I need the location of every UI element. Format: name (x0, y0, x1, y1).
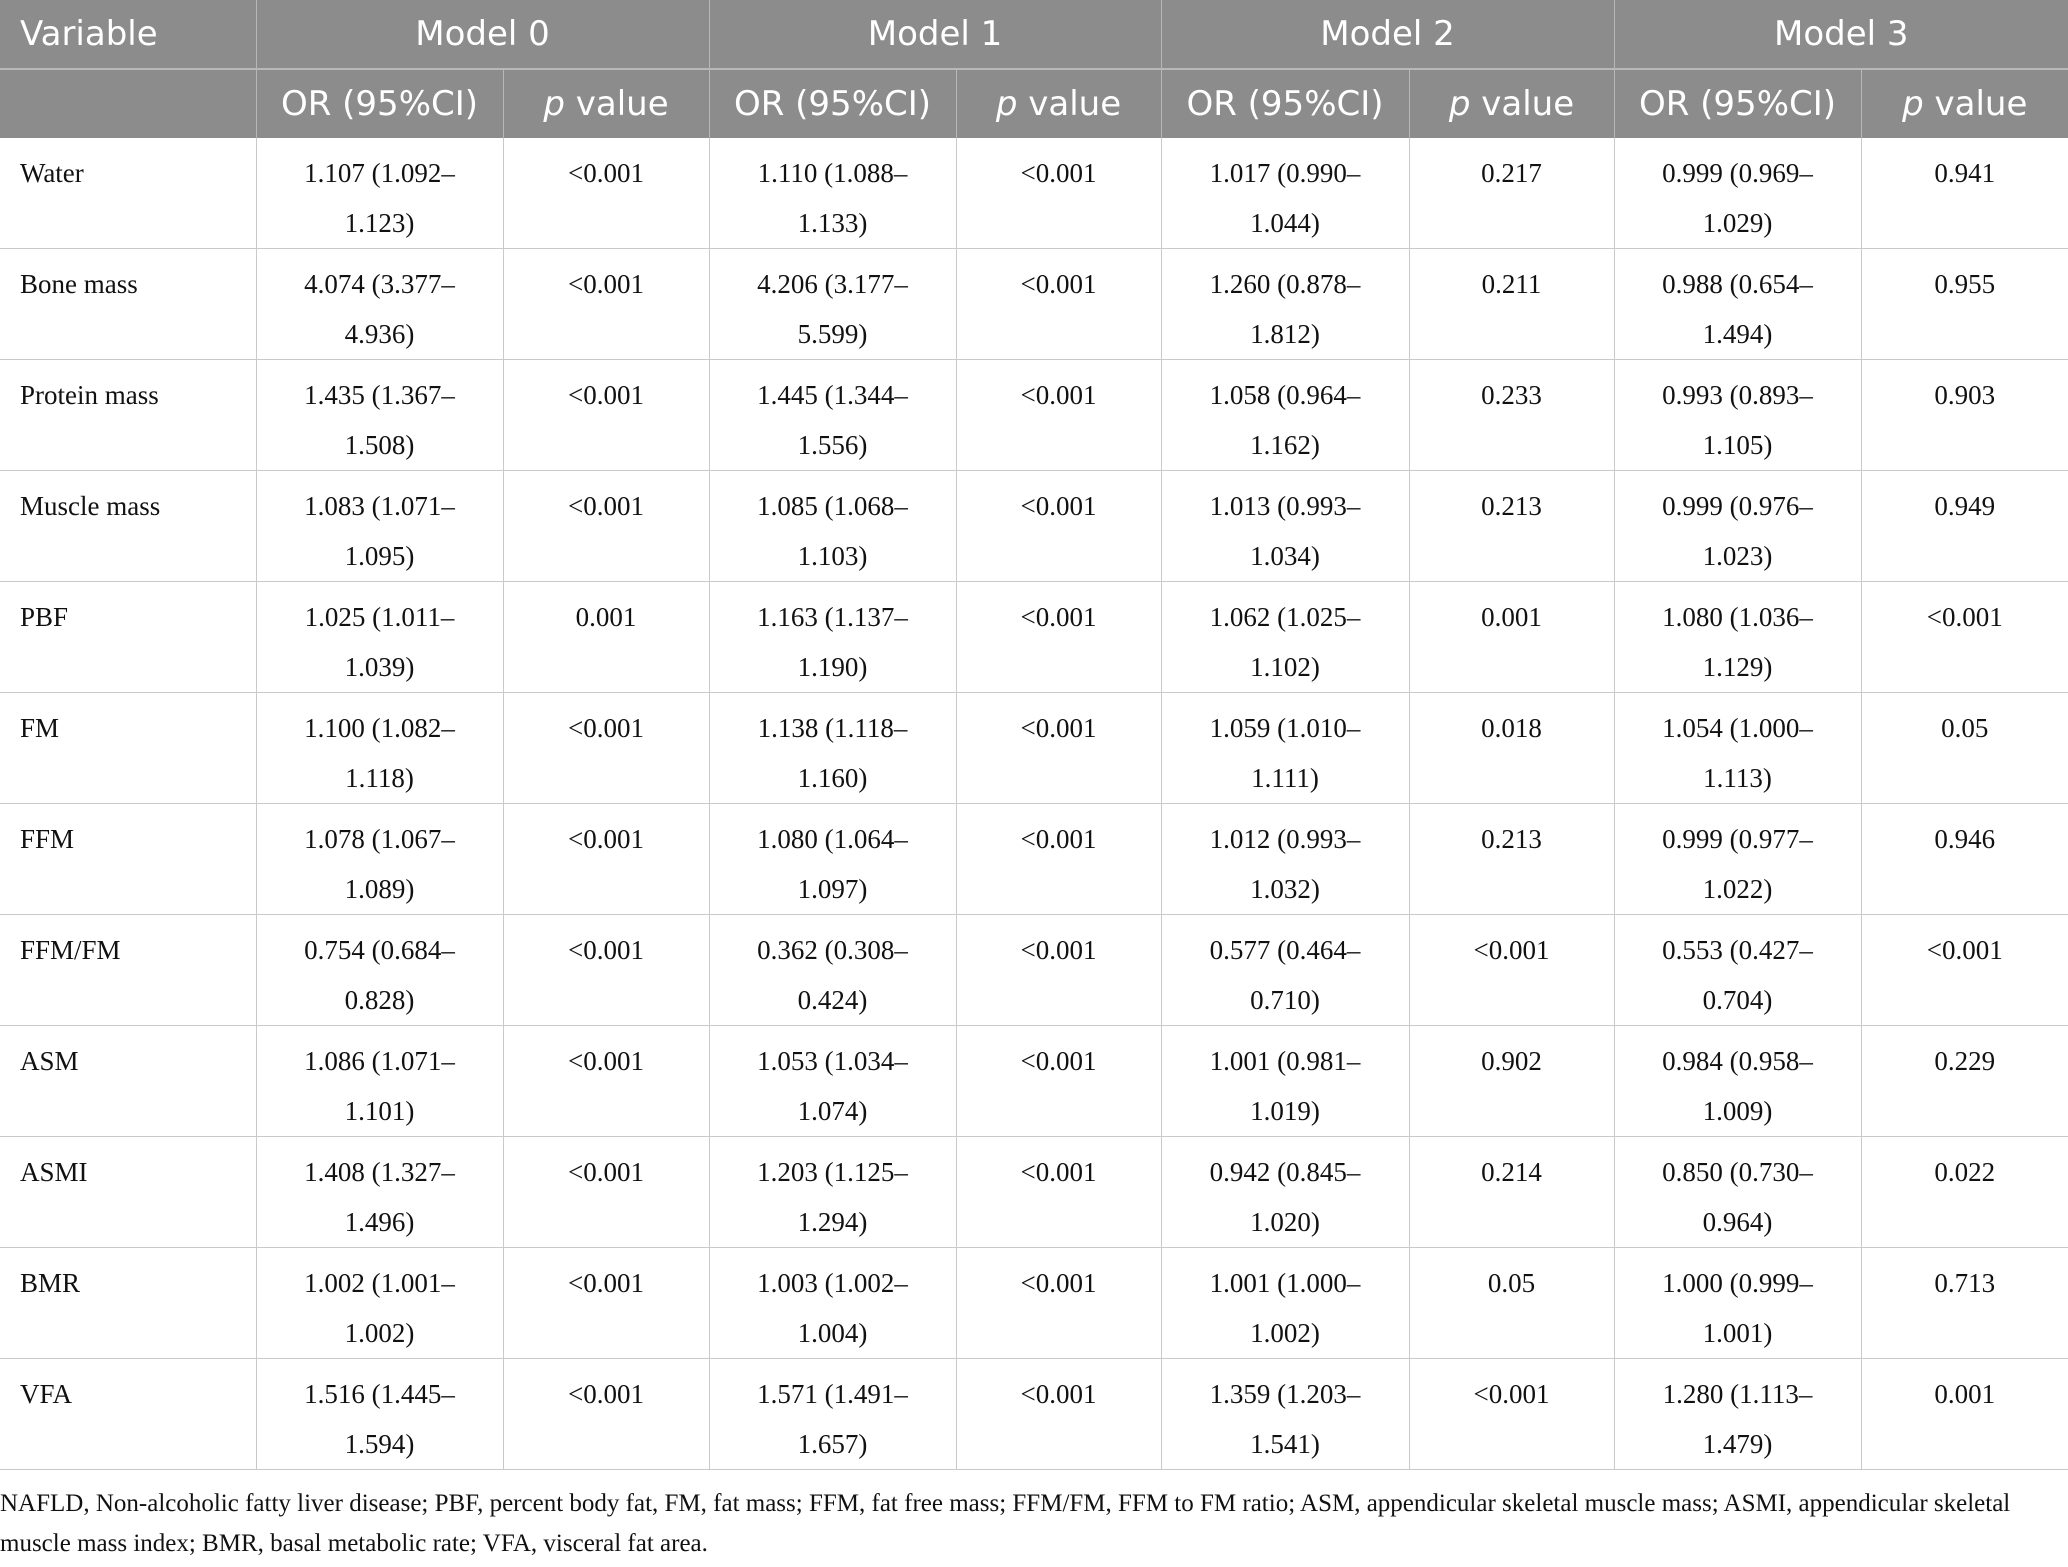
p-value-cell: 0.213 (1409, 804, 1614, 915)
or-ci-line2: 1.034) (1250, 541, 1320, 571)
or-ci-line1: 1.085 (1.068– (757, 491, 908, 521)
p-value-cell: <0.001 (503, 1248, 709, 1359)
p-value-cell: 0.214 (1409, 1137, 1614, 1248)
p-value-cell: <0.001 (503, 471, 709, 582)
or-ci-line2: 1.129) (1702, 652, 1773, 682)
or-ci-line2: 1.123) (344, 208, 415, 238)
or-ci-line1: 1.054 (1.000– (1662, 713, 1813, 743)
or-ci-cell (709, 249, 956, 360)
or-ci-line2: 1.002) (344, 1318, 415, 1348)
or-ci-cell (256, 915, 503, 1026)
or-ci-cell (1161, 693, 1409, 804)
p-value-cell: 0.955 (1861, 249, 2068, 360)
p-value-cell: <0.001 (956, 804, 1161, 915)
or-ci-cell (256, 1248, 503, 1359)
or-ci-cell (1161, 1359, 1409, 1470)
p-value-cell: <0.001 (956, 1137, 1161, 1248)
or-ci-line2: 1.111) (1251, 763, 1319, 793)
or-ci-line2: 1.009) (1702, 1096, 1773, 1126)
or-ci-cell (709, 138, 956, 249)
table-row (0, 1137, 2068, 1248)
or-ci-cell (256, 138, 503, 249)
p-value-cell: 0.902 (1409, 1026, 1614, 1137)
p-value-cell: <0.001 (503, 249, 709, 360)
header-row-models (0, 0, 2068, 69)
p-value-cell: 0.001 (1861, 1359, 2068, 1470)
header-or-ci: OR (95%CI) (256, 69, 503, 138)
header-or-ci: OR (95%CI) (709, 69, 956, 138)
or-ci-cell (256, 693, 503, 804)
p-value-cell: 0.018 (1409, 693, 1614, 804)
p-value-cell: 0.903 (1861, 360, 2068, 471)
header-or-ci: OR (95%CI) (1614, 69, 1861, 138)
or-ci-line1: 1.280 (1.113– (1662, 1379, 1813, 1409)
p-value-cell: <0.001 (956, 138, 1161, 249)
header-p-value (1409, 69, 1614, 138)
variable-cell: PBF (0, 582, 256, 693)
or-ci-cell (1161, 582, 1409, 693)
or-ci-cell (709, 1137, 956, 1248)
p-value-cell: 0.217 (1409, 138, 1614, 249)
or-ci-cell (709, 915, 956, 1026)
header-model-0: Model 0 (256, 0, 709, 69)
header-model-1: Model 1 (709, 0, 1161, 69)
or-ci-line1: 1.058 (0.964– (1209, 380, 1361, 410)
or-ci-line2: 1.812) (1250, 319, 1320, 349)
or-ci-line1: 0.942 (0.845– (1209, 1157, 1361, 1187)
or-ci-line1: 1.000 (0.999– (1662, 1268, 1813, 1298)
or-ci-line1: 1.086 (1.071– (304, 1046, 455, 1076)
or-ci-line1: 1.571 (1.491– (757, 1379, 908, 1409)
or-ci-line2: 1.074) (797, 1096, 868, 1126)
or-ci-line2: 1.020) (1250, 1207, 1320, 1237)
table-row (0, 582, 2068, 693)
or-ci-line2: 4.936) (344, 319, 415, 349)
or-ci-line2: 1.101) (344, 1096, 415, 1126)
p-value-cell: 0.001 (503, 582, 709, 693)
or-ci-line1: 0.984 (0.958– (1662, 1046, 1813, 1076)
p-value-cell: <0.001 (503, 915, 709, 1026)
or-ci-cell (1614, 471, 1861, 582)
or-ci-line1: 1.017 (0.990– (1209, 158, 1361, 188)
or-ci-cell (709, 1359, 956, 1470)
or-ci-line2: 1.162) (1250, 430, 1320, 460)
or-ci-line1: 1.053 (1.034– (757, 1046, 908, 1076)
or-ci-line2: 1.479) (1702, 1429, 1773, 1459)
p-suffix: value (564, 84, 669, 124)
p-value-cell: <0.001 (503, 1026, 709, 1137)
or-ci-line1: 1.013 (0.993– (1209, 491, 1361, 521)
or-ci-cell (709, 1026, 956, 1137)
or-ci-line2: 1.118) (345, 763, 414, 793)
or-ci-line1: 0.999 (0.976– (1662, 491, 1813, 521)
or-ci-cell (1161, 471, 1409, 582)
p-value-cell: 0.233 (1409, 360, 1614, 471)
variable-cell: FFM (0, 804, 256, 915)
or-ci-line1: 1.062 (1.025– (1209, 602, 1361, 632)
or-ci-cell (256, 471, 503, 582)
or-ci-cell (709, 360, 956, 471)
header-variable: Variable (0, 0, 256, 69)
or-ci-line2: 1.556) (797, 430, 868, 460)
table-row (0, 138, 2068, 249)
table-row (0, 804, 2068, 915)
variable-cell: Protein mass (0, 360, 256, 471)
table-row (0, 693, 2068, 804)
table-row (0, 471, 2068, 582)
or-ci-cell (1161, 915, 1409, 1026)
header-model-3: Model 3 (1614, 0, 2068, 69)
or-ci-cell (1161, 1137, 1409, 1248)
or-ci-cell (1614, 360, 1861, 471)
table-header (0, 0, 2068, 138)
or-ci-line2: 5.599) (797, 319, 868, 349)
or-ci-cell (709, 471, 956, 582)
or-ci-line2: 1.039) (344, 652, 415, 682)
or-ci-cell (256, 1026, 503, 1137)
or-ci-cell (1161, 1248, 1409, 1359)
p-value-cell: <0.001 (956, 1026, 1161, 1137)
or-ci-line1: 1.435 (1.367– (304, 380, 455, 410)
p-value-cell: <0.001 (1861, 582, 2068, 693)
p-value-cell: <0.001 (956, 1359, 1161, 1470)
header-model-2: Model 2 (1161, 0, 1614, 69)
or-ci-line2: 1.113) (1703, 763, 1772, 793)
p-value-cell: <0.001 (956, 915, 1161, 1026)
or-ci-line1: 0.993 (0.893– (1662, 380, 1813, 410)
header-p-value (503, 69, 709, 138)
table-row (0, 915, 2068, 1026)
or-ci-cell (1614, 693, 1861, 804)
or-ci-line2: 1.657) (797, 1429, 868, 1459)
or-ci-line1: 1.001 (0.981– (1209, 1046, 1361, 1076)
p-value-cell: <0.001 (956, 1248, 1161, 1359)
or-ci-line2: 1.019) (1250, 1096, 1320, 1126)
or-ci-line2: 0.424) (797, 985, 868, 1015)
p-suffix: value (1923, 84, 2028, 124)
p-value-cell: 0.022 (1861, 1137, 2068, 1248)
p-value-cell: <0.001 (503, 804, 709, 915)
p-value-cell: <0.001 (503, 693, 709, 804)
or-ci-line2: 1.023) (1702, 541, 1773, 571)
or-ci-line1: 1.083 (1.071– (304, 491, 455, 521)
or-ci-cell (256, 1137, 503, 1248)
or-ci-line2: 1.103) (797, 541, 868, 571)
or-ci-line1: 1.080 (1.036– (1662, 602, 1813, 632)
p-value-cell: <0.001 (956, 471, 1161, 582)
or-ci-cell (1614, 249, 1861, 360)
or-ci-line2: 1.029) (1702, 208, 1773, 238)
or-ci-line2: 1.004) (797, 1318, 868, 1348)
p-value-cell: <0.001 (1409, 1359, 1614, 1470)
or-ci-line1: 1.003 (1.002– (757, 1268, 908, 1298)
or-ci-line2: 1.190) (797, 652, 868, 682)
p-value-cell: <0.001 (503, 1137, 709, 1248)
table-footnote: NAFLD, Non-alcoholic fatty liver disease; PBF, percent body fat, FM, fat mass; FFM, fat free mass; FFM/FM, FFM to FM ratio; ASM, appendicular skeletal muscle mass; ASMI, appendicular skeletal muscle mass index; BMR, basal metabolic rate; VFA, visceral fat area. (0, 1490, 2011, 1557)
or-ci-line2: 1.097) (797, 874, 868, 904)
or-ci-line1: 0.362 (0.308– (757, 935, 908, 965)
table-row (0, 1026, 2068, 1137)
or-ci-line1: 1.163 (1.137– (757, 602, 908, 632)
p-value-cell: <0.001 (956, 249, 1161, 360)
or-ci-line1: 4.206 (3.177– (757, 269, 908, 299)
or-ci-line1: 1.080 (1.064– (757, 824, 908, 854)
or-ci-line1: 0.999 (0.969– (1662, 158, 1813, 188)
p-value-cell: <0.001 (503, 360, 709, 471)
or-ci-line1: 1.110 (1.088– (757, 158, 908, 188)
p-italic: p (543, 84, 565, 124)
or-ci-line1: 1.408 (1.327– (304, 1157, 455, 1187)
or-ci-cell (709, 693, 956, 804)
or-ci-line1: 1.002 (1.001– (304, 1268, 455, 1298)
or-ci-line2: 1.022) (1702, 874, 1773, 904)
or-ci-cell (1161, 360, 1409, 471)
header-row-stats (0, 69, 2068, 138)
variable-cell: Bone mass (0, 249, 256, 360)
or-ci-cell (709, 804, 956, 915)
or-ci-cell (1161, 804, 1409, 915)
or-ci-cell (1614, 138, 1861, 249)
or-ci-line1: 1.107 (1.092– (304, 158, 455, 188)
or-ci-cell (1614, 915, 1861, 1026)
table-row (0, 1359, 2068, 1470)
p-value-cell: 0.05 (1409, 1248, 1614, 1359)
header-p-value (1861, 69, 2068, 138)
table-row (0, 249, 2068, 360)
or-ci-line1: 1.138 (1.118– (757, 713, 908, 743)
header-empty-cell (0, 69, 256, 138)
table-row (0, 360, 2068, 471)
p-value-cell: 0.713 (1861, 1248, 2068, 1359)
or-ci-line1: 0.577 (0.464– (1209, 935, 1361, 965)
or-ci-cell (256, 1359, 503, 1470)
or-ci-line2: 1.496) (344, 1207, 415, 1237)
variable-cell: FFM/FM (0, 915, 256, 1026)
p-value-cell: <0.001 (1409, 915, 1614, 1026)
or-ci-line1: 1.059 (1.010– (1209, 713, 1361, 743)
p-value-cell: <0.001 (956, 693, 1161, 804)
p-value-cell: 0.229 (1861, 1026, 2068, 1137)
or-ci-cell (709, 1248, 956, 1359)
or-ci-line2: 1.089) (344, 874, 415, 904)
p-suffix: value (1470, 84, 1575, 124)
or-ci-line2: 1.294) (797, 1207, 868, 1237)
or-ci-cell (1614, 1137, 1861, 1248)
or-ci-line2: 0.828) (344, 985, 415, 1015)
variable-cell: Water (0, 138, 256, 249)
p-value-cell: 0.946 (1861, 804, 2068, 915)
or-ci-line2: 1.002) (1250, 1318, 1320, 1348)
p-value-cell: 0.213 (1409, 471, 1614, 582)
or-ci-line2: 0.710) (1250, 985, 1320, 1015)
p-value-cell: <0.001 (503, 1359, 709, 1470)
or-ci-line1: 1.025 (1.011– (304, 602, 455, 632)
or-ci-line2: 0.704) (1702, 985, 1773, 1015)
or-ci-cell (1614, 1026, 1861, 1137)
or-ci-line1: 0.988 (0.654– (1662, 269, 1813, 299)
or-ci-line2: 1.001) (1702, 1318, 1773, 1348)
variable-cell: Muscle mass (0, 471, 256, 582)
header-p-value (956, 69, 1161, 138)
or-ci-line1: 1.012 (0.993– (1209, 824, 1361, 854)
or-ci-line1: 1.001 (1.000– (1209, 1268, 1361, 1298)
p-value-cell: <0.001 (956, 360, 1161, 471)
or-ci-cell (256, 804, 503, 915)
or-ci-cell (1161, 138, 1409, 249)
p-value-cell: 0.949 (1861, 471, 2068, 582)
variable-cell: ASM (0, 1026, 256, 1137)
or-ci-line1: 0.999 (0.977– (1662, 824, 1813, 854)
or-ci-cell (1614, 582, 1861, 693)
p-italic: p (1448, 84, 1471, 124)
p-value-cell: <0.001 (503, 138, 709, 249)
or-ci-line1: 1.100 (1.082– (304, 713, 455, 743)
variable-cell: FM (0, 693, 256, 804)
variable-cell: VFA (0, 1359, 256, 1470)
p-value-cell: <0.001 (956, 582, 1161, 693)
variable-cell: ASMI (0, 1137, 256, 1248)
or-ci-line1: 0.850 (0.730– (1662, 1157, 1813, 1187)
or-ci-line2: 1.160) (797, 763, 868, 793)
table-body (0, 138, 2068, 1470)
or-ci-line2: 1.541) (1250, 1429, 1320, 1459)
or-ci-line2: 1.508) (344, 430, 415, 460)
or-ci-line1: 0.754 (0.684– (304, 935, 455, 965)
p-suffix: value (1017, 84, 1122, 124)
p-value-cell: 0.05 (1861, 693, 2068, 804)
or-ci-line2: 1.494) (1702, 319, 1773, 349)
table-row (0, 1248, 2068, 1359)
or-ci-cell (256, 582, 503, 693)
or-ci-cell (1614, 804, 1861, 915)
or-ci-line1: 1.445 (1.344– (757, 380, 908, 410)
or-ci-line2: 1.102) (1250, 652, 1320, 682)
or-ci-line2: 1.133) (797, 208, 868, 238)
or-ci-line1: 0.553 (0.427– (1662, 935, 1813, 965)
or-ci-cell (709, 582, 956, 693)
p-italic: p (1902, 84, 1924, 124)
variable-cell: BMR (0, 1248, 256, 1359)
or-ci-cell (1161, 249, 1409, 360)
or-ci-line1: 4.074 (3.377– (304, 269, 455, 299)
or-ci-line1: 1.260 (0.878– (1209, 269, 1361, 299)
or-ci-line1: 1.203 (1.125– (757, 1157, 908, 1187)
or-ci-cell (1614, 1359, 1861, 1470)
or-ci-line1: 1.078 (1.067– (304, 824, 455, 854)
or-ci-line2: 1.105) (1702, 430, 1773, 460)
header-or-ci: OR (95%CI) (1161, 69, 1409, 138)
or-ci-cell (1614, 1248, 1861, 1359)
or-ci-cell (256, 360, 503, 471)
p-italic: p (995, 84, 1018, 124)
or-ci-line1: 1.359 (1.203– (1209, 1379, 1361, 1409)
or-ci-line2: 1.095) (344, 541, 415, 571)
or-ci-line2: 0.964) (1702, 1207, 1773, 1237)
or-ci-line2: 1.594) (344, 1429, 415, 1459)
p-value-cell: 0.001 (1409, 582, 1614, 693)
or-ci-line1: 1.516 (1.445– (304, 1379, 455, 1409)
or-ci-cell (1161, 1026, 1409, 1137)
or-ci-line2: 1.032) (1250, 874, 1320, 904)
p-value-cell: 0.211 (1409, 249, 1614, 360)
p-value-cell: 0.941 (1861, 138, 2068, 249)
or-ci-cell (256, 249, 503, 360)
p-value-cell: <0.001 (1861, 915, 2068, 1026)
or-ci-line2: 1.044) (1250, 208, 1320, 238)
